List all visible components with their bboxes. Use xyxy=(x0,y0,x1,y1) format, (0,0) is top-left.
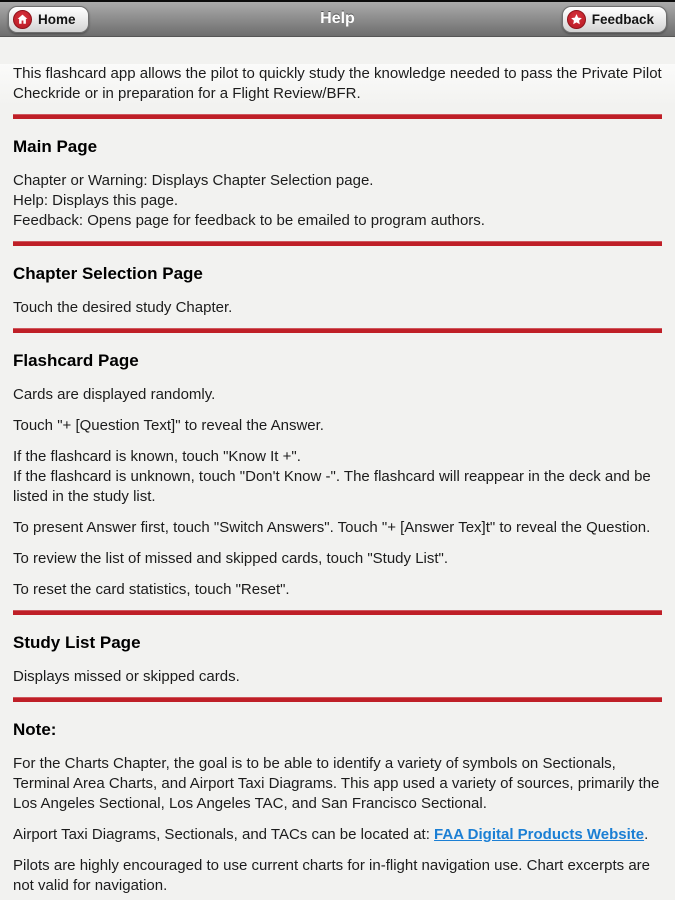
home-button-label: Home xyxy=(38,12,76,27)
note-charts-paragraph: For the Charts Chapter, the goal is to be able to identify a variety of symbols on Sectionals, Terminal Area Charts, and Airport Taxi Diagrams. This app used a variety of sources, primarily the Los Angeles Sectional, Los Angeles TAC, and San Francisco Sectional. xyxy=(13,755,660,812)
help-content xyxy=(0,64,675,900)
main-page-line-feedback: Feedback: Opens page for feedback to be emailed to program authors. xyxy=(13,212,485,229)
note-navigation-warning: Pilots are highly encouraged to use current charts for in-flight navigation use. Chart excerpts are not valid for navigation. xyxy=(13,857,651,894)
section-divider xyxy=(13,328,662,333)
flashcard-unknown-line: If the flashcard is unknown, touch "Don't Know -". The flashcard will reappear in the deck and be listed in the study list. xyxy=(13,468,651,505)
flashcard-reveal-instruction: Touch "+ [Question Text]" to reveal the Answer. xyxy=(13,417,324,434)
note-link-prefix: Airport Taxi Diagrams, Sectionals, and TACs can be located at: xyxy=(13,826,435,843)
section-divider xyxy=(13,697,662,702)
flashcard-known-unknown-instructions xyxy=(13,447,662,507)
note-link-suffix: . xyxy=(644,826,649,843)
section-heading-chapter-selection: Chapter Selection Page xyxy=(13,264,203,283)
main-page-description xyxy=(13,171,662,231)
star-icon xyxy=(567,10,586,29)
main-page-line-chapter: Chapter or Warning: Displays Chapter Selection page. xyxy=(13,172,374,189)
intro-paragraph: This flashcard app allows the pilot to quickly study the knowledge needed to pass the Private Pilot Checkride or in preparation for a Flight Review/BFR. xyxy=(13,65,662,102)
section-heading-note: Note: xyxy=(13,720,57,739)
section-divider xyxy=(13,241,662,246)
navigation-bar xyxy=(0,0,675,37)
home-button[interactable] xyxy=(8,6,89,33)
flashcard-reset-instruction: To reset the card statistics, touch "Reset". xyxy=(13,581,290,598)
note-link-paragraph xyxy=(13,825,662,845)
flashcard-known-line: If the flashcard is known, touch "Know It +". xyxy=(13,448,301,465)
chapter-selection-description: Touch the desired study Chapter. xyxy=(13,299,233,316)
feedback-button[interactable] xyxy=(562,6,667,33)
flashcard-random-note: Cards are displayed randomly. xyxy=(13,386,216,403)
section-divider xyxy=(13,114,662,119)
section-divider xyxy=(13,610,662,615)
study-list-description: Displays missed or skipped cards. xyxy=(13,668,240,685)
section-heading-flashcard: Flashcard Page xyxy=(13,351,139,370)
main-page-line-help: Help: Displays this page. xyxy=(13,192,179,209)
flashcard-study-list-instruction: To review the list of missed and skipped cards, touch "Study List". xyxy=(13,550,449,567)
feedback-button-label: Feedback xyxy=(591,12,654,27)
section-heading-main-page: Main Page xyxy=(13,137,98,156)
faa-digital-products-link[interactable]: FAA Digital Products Website xyxy=(434,826,645,843)
page-title: Help xyxy=(320,10,355,27)
section-heading-study-list: Study List Page xyxy=(13,633,141,652)
flashcard-switch-answers-instruction: To present Answer first, touch "Switch Answers". Touch "+ [Answer Tex]t" to reveal the Question. xyxy=(13,519,651,536)
home-icon xyxy=(13,10,32,29)
